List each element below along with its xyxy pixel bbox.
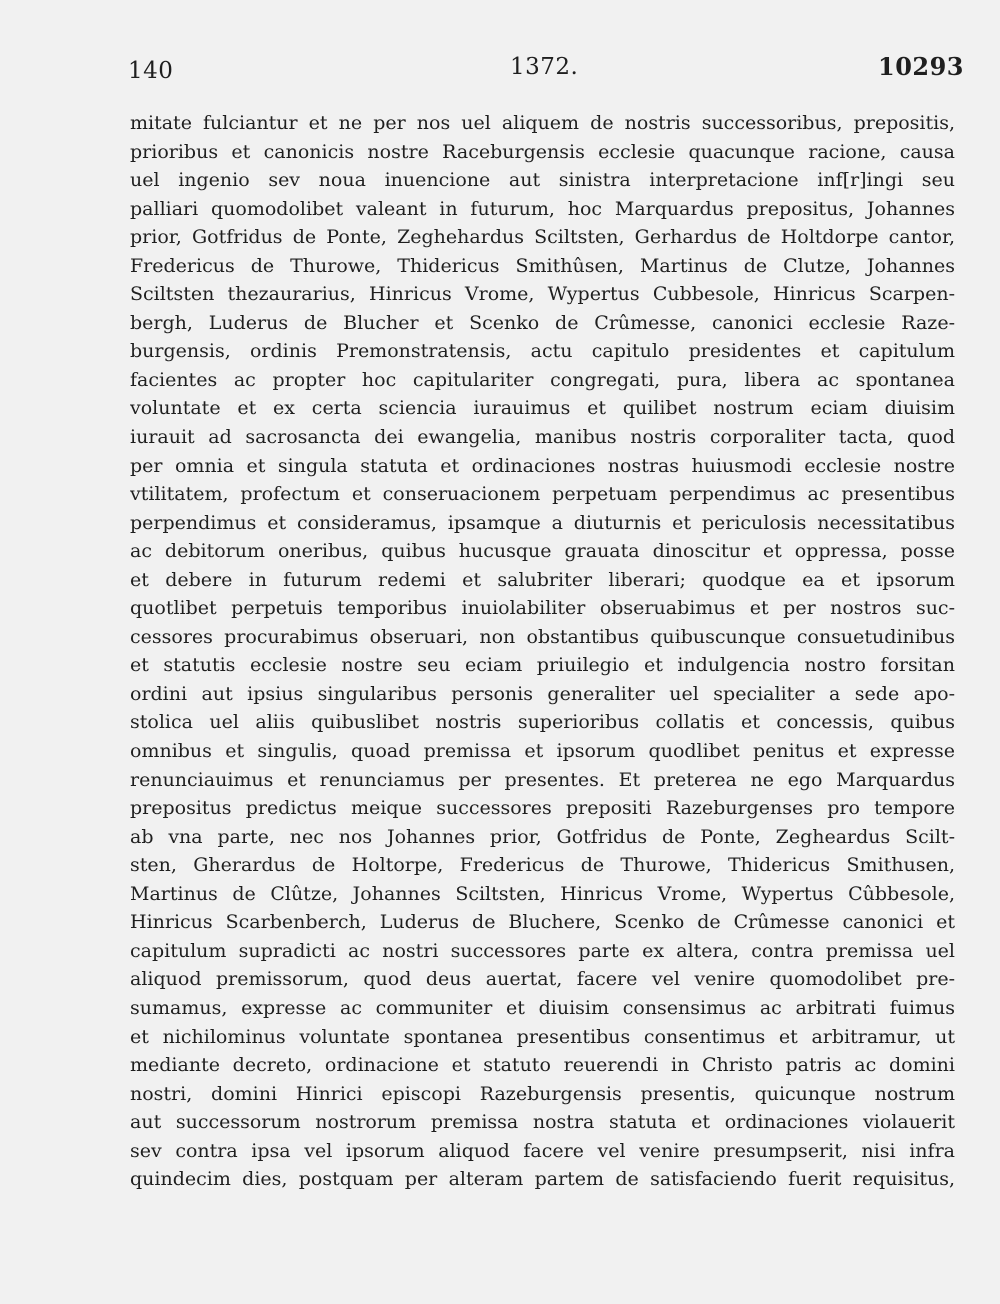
text-line: stolica uel aliis quibuslibet nostris superioribus collatis et concessis, quibus (130, 711, 955, 734)
text-line: aliquod premissorum, quod deus auertat, facere vel venire quomodolibet pre- (130, 968, 955, 991)
text-line: prior, Gotfridus de Ponte, Zeghehardus Sciltsten, Gerhardus de Holtdorpe cantor, (130, 226, 955, 249)
text-line: renunciauimus et renunciamus per presentes. Et preterea ne ego Marquardus (130, 768, 955, 791)
document-number: 10293 (878, 52, 964, 81)
text-line: prepositus predictus meique successores prepositi Razeburgenses pro tempore (130, 797, 955, 820)
text-line: vtilitatem, profectum et conseruacionem perpetuam perpendimus ac presentibus (130, 483, 955, 506)
text-line: aut successorum nostrorum premissa nostra statuta et ordinaciones violauerit (130, 1111, 955, 1134)
text-line: ordini aut ipsius singularibus personis generaliter uel specialiter a sede apo- (130, 682, 955, 705)
text-line: mediante decreto, ordinacione et statuto reuerendi in Christo patris ac domini (130, 1054, 955, 1077)
text-line: burgensis, ordinis Premonstratensis, actu capitulo presidentes et capitulum (130, 340, 955, 363)
text-line: Martinus de Clûtze, Johannes Sciltsten, Hinricus Vrome, Wypertus Cûbbesole, (130, 882, 955, 905)
text-line: ab vna parte, nec nos Johannes prior, Gotfridus de Ponte, Zegheardus Scilt- (130, 825, 955, 848)
text-line: Fredericus de Thurowe, Thidericus Smithûsen, Martinus de Clutze, Johannes (130, 254, 955, 277)
text-line: et debere in futurum redemi et salubriter liberari; quodque ea et ipsorum (130, 568, 955, 591)
text-line: uel ingenio sev noua inuencione aut sinistra interpretacione inf[r]ingi seu (130, 169, 955, 192)
text-line: et statutis ecclesie nostre seu eciam priuilegio et indulgencia nostro forsitan (130, 654, 955, 677)
text-line: perpendimus et consideramus, ipsamque a diuturnis et periculosis necessitatibus (130, 511, 955, 534)
text-line: Sciltsten thezaurarius, Hinricus Vrome, Wypertus Cubbesole, Hinricus Scarpen- (130, 283, 955, 306)
running-header (0, 52, 1000, 92)
text-line: sev contra ipsa vel ipsorum aliquod facere vel venire presumpserit, nisi infra (130, 1139, 955, 1162)
text-line: nostri, domini Hinrici episcopi Razeburgensis presentis, quicunque nostrum (130, 1082, 955, 1105)
text-line: sumamus, expresse ac communiter et diuisim consensimus ac arbitrati fuimus (130, 996, 955, 1019)
text-line: facientes ac propter hoc capitulariter congregati, pura, libera ac spontanea (130, 368, 955, 391)
page-number: 140 (128, 58, 174, 84)
text-line: bergh, Luderus de Blucher et Scenko de Crûmesse, canonici ecclesie Raze- (130, 311, 955, 334)
text-line: iurauit ad sacrosancta dei ewangelia, manibus nostris corporaliter tacta, quod (130, 426, 955, 449)
text-line: per omnia et singula statuta et ordinaciones nostras huiusmodi ecclesie nostre (130, 454, 955, 477)
text-line: mitate fulciantur et ne per nos uel aliquem de nostris successoribus, prepositis, (130, 112, 955, 134)
text-line: sten, Gherardus de Holtorpe, Fredericus de Thurowe, Thidericus Smithusen, (130, 854, 955, 877)
text-line: ac debitorum oneribus, quibus hucusque grauata dinoscitur et oppressa, posse (130, 540, 955, 563)
text-line: et nichilominus voluntate spontanea presentibus consentimus et arbitramur, ut (130, 1025, 955, 1048)
text-line: quindecim dies, postquam per alteram partem de satisfaciendo fuerit requisitus, (130, 1168, 955, 1191)
body-text (130, 109, 955, 1194)
text-line: omnibus et singulis, quoad premissa et ipsorum quodlibet penitus et expresse (130, 740, 955, 763)
text-line: prioribus et canonicis nostre Raceburgensis ecclesie quacunque racione, causa (130, 140, 955, 163)
text-line: quotlibet perpetuis temporibus inuiolabiliter obseruabimus et per nostros suc- (130, 597, 955, 620)
text-line: cessores procurabimus obseruari, non obstantibus quibuscunque consuetudinibus (130, 625, 955, 648)
text-line: palliari quomodolibet valeant in futurum, hoc Marquardus prepositus, Johannes (130, 197, 955, 220)
text-line: Hinricus Scarbenberch, Luderus de Bluchere, Scenko de Crûmesse canonici et (130, 911, 955, 934)
year-heading: 1372. (510, 54, 579, 80)
text-line: voluntate et ex certa sciencia iurauimus et quilibet nostrum eciam diuisim (130, 397, 955, 420)
text-line: capitulum supradicti ac nostri successores parte ex altera, contra premissa uel (130, 939, 955, 962)
